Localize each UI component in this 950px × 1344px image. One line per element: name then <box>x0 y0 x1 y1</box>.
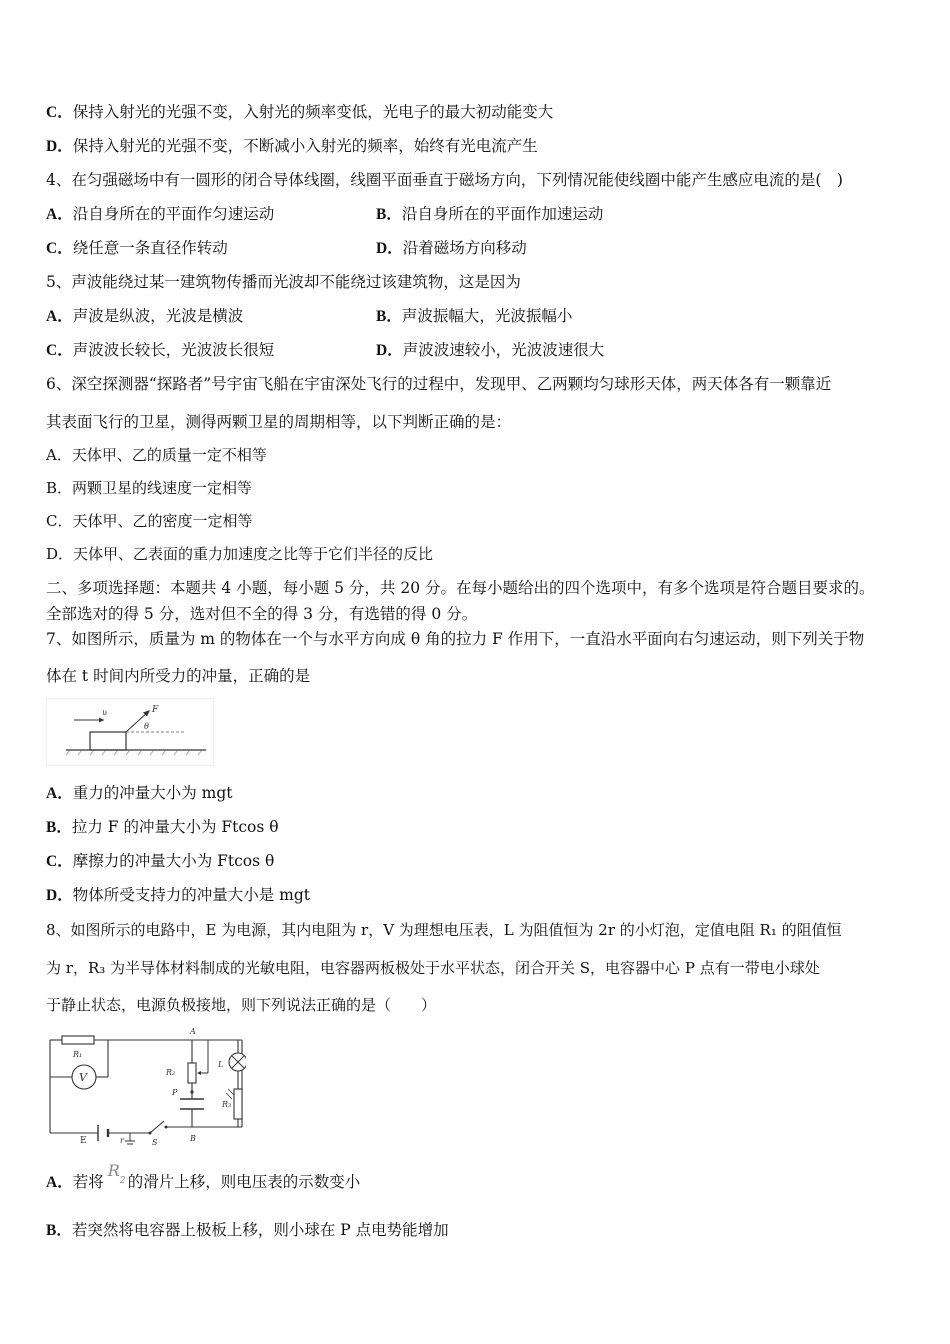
internal-r-label: r <box>120 1136 124 1145</box>
q4-option-c-label: C． <box>46 240 73 257</box>
q3-option-d <box>46 136 538 157</box>
q5-option-d-text: 声波波速较小，光波波速很大 <box>402 341 605 359</box>
q7-option-c <box>46 851 274 872</box>
q7-option-d-label: D． <box>46 887 73 904</box>
resistor-r1 <box>62 1036 94 1044</box>
point-p <box>190 1090 193 1093</box>
resistor-r2 <box>188 1063 196 1083</box>
q7-option-a-text: 重力的冲量大小为 mgt <box>72 784 233 802</box>
q3-option-d-label: D． <box>46 138 73 155</box>
q7-option-d <box>46 885 310 906</box>
q5-stem: 5、声波能绕过某一建筑物传播而光波却不能绕过该建筑物，这是因为 <box>46 273 521 291</box>
q8-stem-line2: 为 r，R₃ 为半导体材料制成的光敏电阻，电容器两板极处于水平状态，闭合开关 S，电容器中心 P 点有一带电小球处 <box>46 959 820 977</box>
q7-option-a-label: A． <box>46 785 73 802</box>
r2-label: R₂ <box>166 1068 176 1077</box>
switch-pivot <box>149 1132 152 1135</box>
q5-option-a-text: 声波是纵波，光波是横波 <box>72 307 244 325</box>
q4-option-a-label: A． <box>46 206 73 223</box>
q7-option-c-label: C． <box>46 853 73 870</box>
q5-option-d <box>376 340 604 361</box>
r3-label: R₃ <box>222 1100 232 1109</box>
q4-option-d-text: 沿着磁场方向移动 <box>402 239 527 257</box>
switch-s <box>150 1121 164 1133</box>
q4-option-d-label: D． <box>376 240 403 257</box>
r1-label: R₁ <box>73 1050 83 1059</box>
q7-stem-line1: 7、如图所示，质量为 m 的物体在一个与水平方向成 θ 角的拉力 F 作用下，一直沿水平面向右匀速运动，则下列关于物 <box>46 630 865 648</box>
q7-option-b-label: B． <box>46 819 72 836</box>
q8-stem-line1: 8、如图所示的电路中，E 为电源，其内电阻为 r，V 为理想电压表，L 为阻值恒为 2r 的小灯泡，定值电阻 R₁ 的阻值恒 <box>46 921 842 939</box>
r2-variable <box>104 1161 128 1193</box>
section2-line1: 二、多项选择题：本题共 4 小题，每小题 5 分，共 20 分。在每小题给出的四个选项中，有多个选项是符合题目要求的。 <box>46 579 875 597</box>
q4-option-a-text: 沿自身所在的平面作匀速运动 <box>72 205 275 223</box>
q7-figure <box>46 698 214 766</box>
battery-e-label: E <box>80 1136 87 1145</box>
q7-stem-line2: 体在 t 时间内所受力的冲量，正确的是 <box>46 667 311 685</box>
q4-option-b <box>376 204 603 225</box>
photoresistor-r3 <box>234 1089 242 1119</box>
q5-option-b-text: 声波振幅大，光波振幅小 <box>401 307 573 325</box>
light-arrow-1 <box>226 1093 232 1099</box>
q6-stem-line1: 6、深空探测器“探路者”号宇宙飞船在宇宙深处飞行的过程中，发现甲、乙两颗均匀球形天体，两天体各有一颗靠近 <box>46 375 832 393</box>
r2-slider-head <box>197 1071 201 1075</box>
q5-option-c-text: 声波波长较长，光波波长很短 <box>72 341 275 359</box>
q5-option-a <box>46 306 243 327</box>
q8-option-b-label: B． <box>46 1222 72 1239</box>
r2-variable-sub: 2 <box>119 1176 126 1186</box>
q4-option-b-label: B． <box>376 206 402 223</box>
q5-option-c <box>46 340 274 361</box>
q4-option-a <box>46 204 274 225</box>
q8-option-b-text: 若突然将电容器上极板上移，则小球在 P 点电势能增加 <box>71 1221 449 1239</box>
lamp-label: L <box>218 1060 224 1069</box>
q5-option-d-label: D． <box>376 342 403 359</box>
q3-option-d-text: 保持入射光的光强不变，不断减小入射光的频率，始终有光电流产生 <box>72 137 538 155</box>
point-p-label: P <box>172 1088 178 1097</box>
q4-option-d <box>376 238 527 259</box>
switch-label: S <box>152 1138 158 1145</box>
force-label: F <box>152 705 159 715</box>
q7-option-c-text: 摩擦力的冲量大小为 Ftcos θ <box>72 852 275 870</box>
r2-variable-main: R <box>107 1161 120 1180</box>
q6-option-d: D．天体甲、乙表面的重力加速度之比等于它们半径的反比 <box>46 545 434 563</box>
voltmeter-label: V <box>79 1071 87 1084</box>
q7-figure-frame <box>46 698 214 766</box>
q3-option-c-text: 保持入射光的光强不变，入射光的频率变低，光电子的最大初动能变大 <box>72 103 554 121</box>
q4-option-b-text: 沿自身所在的平面作加速运动 <box>401 205 604 223</box>
q6-option-c: C．天体甲、乙的密度一定相等 <box>46 512 253 530</box>
light-arrow-2 <box>228 1089 234 1095</box>
q4-option-c <box>46 238 228 259</box>
q7-option-b-text: 拉力 F 的冲量大小为 Ftcos θ <box>71 818 279 836</box>
q8-option-a-post: 的滑片上移，则电压表的示数变小 <box>127 1173 361 1191</box>
q4-stem: 4、在匀强磁场中有一圆形的闭合导体线圈，线圈平面垂直于磁场方向，下列情况能使线圈中能产生感应电流的是( ) <box>46 171 843 189</box>
q8-stem-line3: 于静止状态，电源负极接地，则下列说法正确的是（ ） <box>46 996 437 1014</box>
q5-option-b-label: B． <box>376 308 402 325</box>
q6-stem-line2: 其表面飞行的卫星，测得两颗卫星的周期相等，以下判断正确的是： <box>46 413 512 431</box>
node-b-label: B <box>190 1134 196 1143</box>
q5-option-b <box>376 306 572 327</box>
q7-option-d-text: 物体所受支持力的冲量大小是 mgt <box>72 886 310 904</box>
q6-option-b: B．两颗卫星的线速度一定相等 <box>46 479 253 497</box>
q8-option-b <box>46 1220 449 1241</box>
q3-option-c <box>46 102 553 123</box>
theta-label: θ <box>144 722 149 731</box>
q5-option-a-label: A． <box>46 308 73 325</box>
q7-option-b <box>46 817 279 838</box>
q5-option-c-label: C． <box>46 342 73 359</box>
q8-option-a-pre: 若将 <box>72 1173 104 1191</box>
q7-option-a <box>46 783 232 804</box>
section2-line2: 全部选对的得 5 分，选对但不全的得 3 分，有选错的得 0 分。 <box>46 605 478 623</box>
q6-option-a: A．天体甲、乙的质量一定不相等 <box>46 446 267 464</box>
velocity-label: υ <box>102 708 107 717</box>
q8-circuit-figure <box>46 1025 246 1145</box>
q8-option-a-label: A． <box>46 1174 73 1191</box>
switch-contact <box>165 1126 168 1129</box>
node-a-label: A <box>190 1027 196 1036</box>
q4-option-c-text: 绕任意一条直径作转动 <box>72 239 228 257</box>
q3-option-c-label: C． <box>46 104 73 121</box>
q8-option-a <box>46 1161 361 1193</box>
